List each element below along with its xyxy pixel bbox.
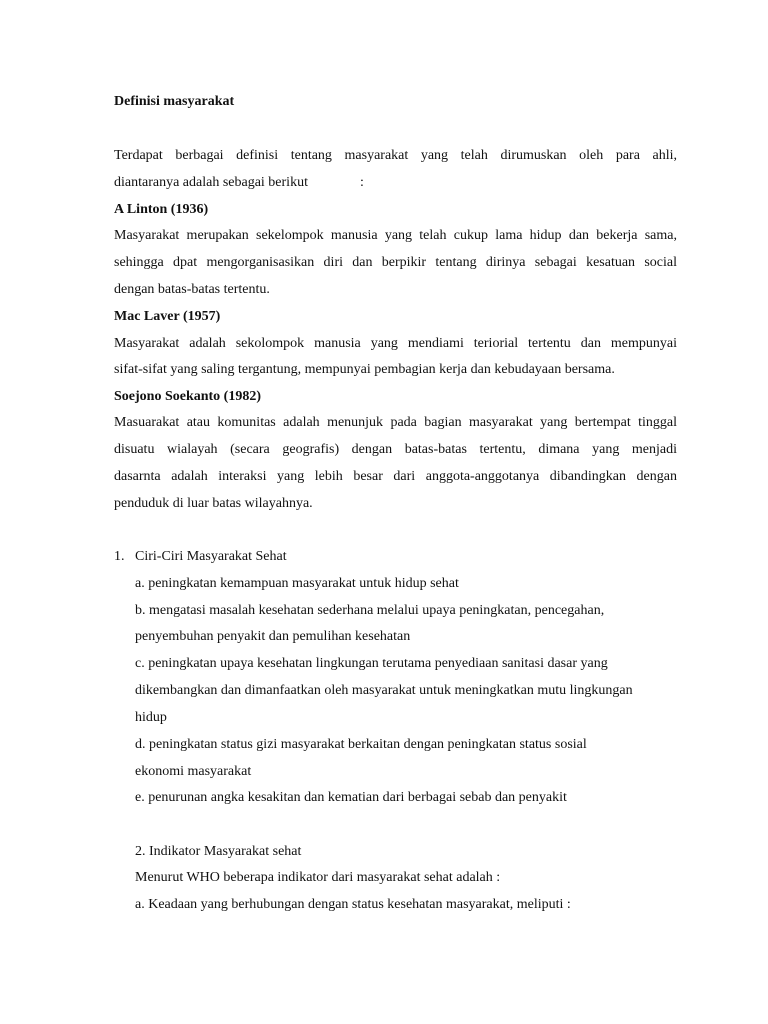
list-item: a. peningkatan kemampuan masyarakat untuk hidup sehat [135,576,459,591]
list-item: c. peningkatan upaya kesehatan lingkungan terutama penyediaan sanitasi dasar yang [135,656,608,671]
list-item: b. mengatasi masalah kesehatan sederhana melalui upaya peningkatan, pencegahan, [135,603,605,618]
expert-line: sifat-sifat yang saling tergantung, mempunyai pembagian kerja dan kebudayaan bersama. [114,362,615,377]
list-item: d. peningkatan status gizi masyarakat berkaitan dengan peningkatan status sosial [135,737,587,752]
expert-line: Masyarakat merupakan sekelompok manusia yang telah cukup lama hidup dan bekerja sama, [114,228,677,243]
section-heading: Ciri-Ciri Masyarakat Sehat [135,549,287,564]
expert-line: Masuarakat atau komunitas adalah menunjuk pada bagian masyarakat yang bertempat tinggal [114,415,677,430]
expert-line: penduduk di luar batas wilayahnya. [114,496,313,511]
expert-name: Soejono Soekanto (1982) [114,389,262,404]
list-item: penyembuhan penyakit dan pemulihan kesehatan [135,629,411,644]
expert-line: Masyarakat adalah sekolompok manusia yang mendiami teriorial tertentu dan mempunyai [114,336,677,351]
list-item: ekonomi masyarakat [135,764,252,779]
expert-name: Mac Laver (1957) [114,309,221,324]
list-item: a. Keadaan yang berhubungan dengan status kesehatan masyarakat, meliputi : [135,897,571,912]
expert-line: dasarnta adalah interaksi yang lebih besar dari anggota-anggotanya dibandingkan dengan [114,469,677,484]
list-item: dikembangkan dan dimanfaatkan oleh masyarakat untuk meningkatkan mutu lingkungan [135,683,633,698]
list-number: 1. [114,549,125,564]
list-item: e. penurunan angka kesakitan dan kematian dari berbagai sebab dan penyakit [135,790,567,805]
expert-line: sehingga dpat mengorganisasikan diri dan berpikir tentang dirinya sebagai kesatuan social [114,255,677,270]
section-heading: 2. Indikator Masyarakat sehat [135,844,302,859]
doc-title: Definisi masyarakat [114,94,235,109]
expert-name: A Linton (1936) [114,202,209,217]
list-item: hidup [135,710,167,725]
expert-line: dengan batas-batas tertentu. [114,282,270,297]
list-item: Menurut WHO beberapa indikator dari masyarakat sehat adalah : [135,870,501,885]
expert-line: disuatu wialayah (secara geografis) dengan batas-batas tertentu, dimana yang menjadi [114,442,677,457]
intro-line: diantaranya adalah sebagai berikut [114,175,308,190]
intro-line: Terdapat berbagai definisi tentang masyarakat yang telah dirumuskan oleh para ahli, [114,148,677,163]
intro-colon: : [360,175,364,190]
